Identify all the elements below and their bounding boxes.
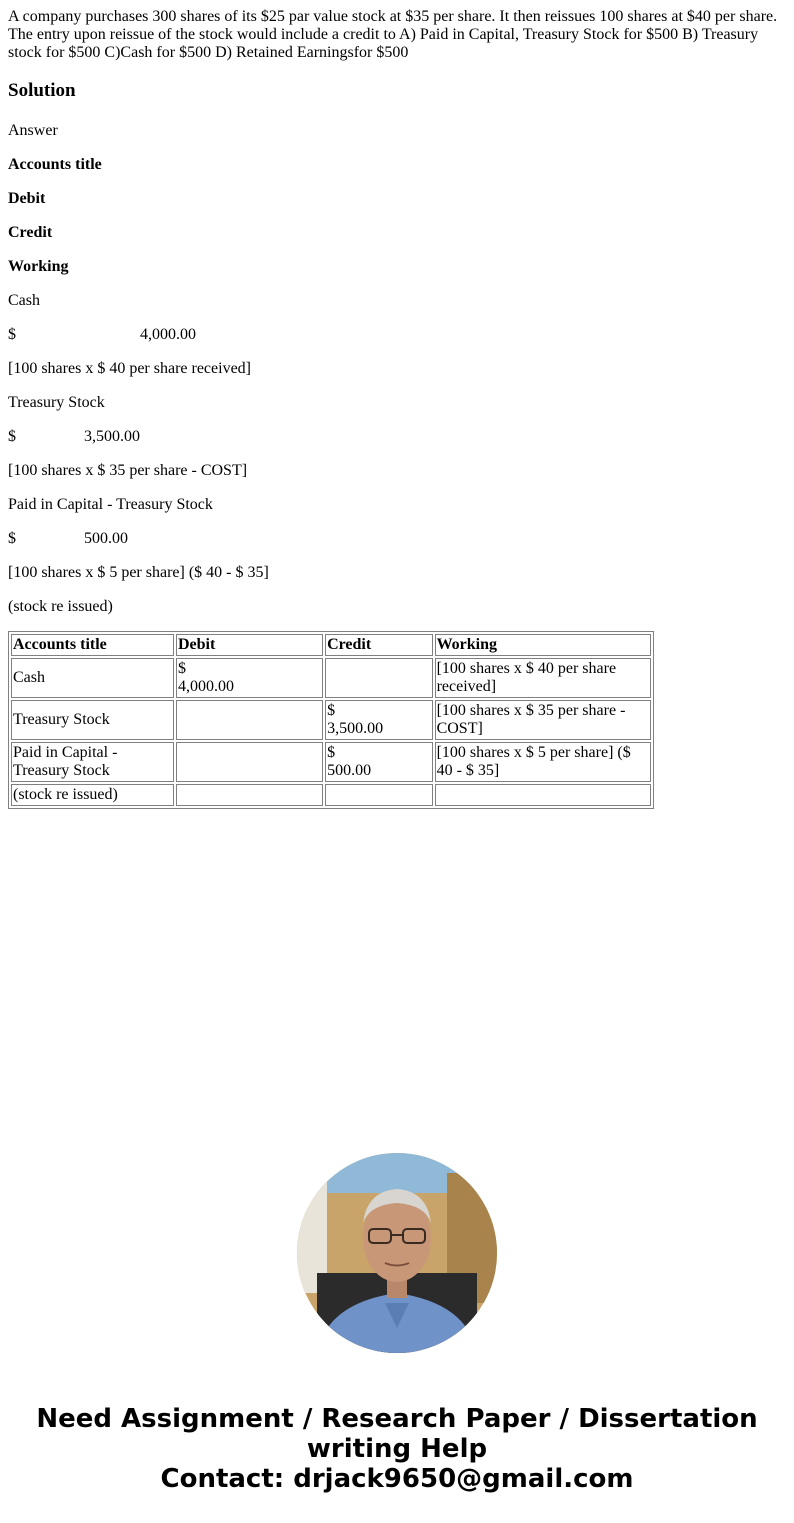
cell-debit [176, 700, 323, 740]
table-header-row [11, 634, 651, 656]
list-cash-amount: $ 4,000.00 [8, 326, 196, 343]
cell-credit [325, 700, 433, 740]
list-pic-working: [100 shares x $ 5 per share] ($ 40 - $ 35] [8, 564, 269, 581]
list-treasury-working: [100 shares x $ 35 per share - COST] [8, 462, 248, 479]
cell-credit [325, 742, 433, 782]
list-header-debit: Debit [8, 190, 46, 207]
header-working: Working [435, 634, 651, 656]
cell-debit [176, 784, 323, 806]
credit-symbol: $ [327, 744, 336, 761]
cell-credit [325, 658, 433, 698]
header-credit: Credit [325, 634, 433, 656]
list-header-credit: Credit [8, 224, 53, 241]
cell-debit [176, 658, 323, 698]
list-treasury: Treasury Stock [8, 394, 105, 411]
promo-line-2: writing Help [306, 1434, 488, 1464]
cell-account: Cash [11, 658, 174, 698]
header-debit: Debit [176, 634, 323, 656]
list-cash: Cash [8, 292, 40, 309]
list-header-working: Working [8, 258, 69, 275]
table-row [11, 700, 651, 740]
credit-amount: 500.00 [327, 762, 372, 779]
cell-working [435, 784, 651, 806]
table-row [11, 658, 651, 698]
document-body [8, 8, 786, 803]
debit-symbol: $ [177, 660, 186, 677]
cell-working: [100 shares x $ 35 per share - COST] [435, 700, 651, 740]
question-text: A company purchases 300 shares of its $25 par value stock at $35 per share. It then reissues 100 shares at $40 per share. The entry upon reissue of the stock would include a credit to A) Paid in Capital, Treasury Stock for $500 B) Treasury stock for $500 C)Cash for $500 D) Retained Earningsfor $500 [8, 8, 778, 61]
promo-contact: Contact: drjack9650@gmail.com [160, 1464, 634, 1494]
answer-label: Answer [8, 122, 58, 139]
list-pic: Paid in Capital - Treasury Stock [8, 496, 213, 513]
debit-amount: 4,000.00 [177, 678, 234, 695]
cell-account: (stock re issued) [11, 784, 174, 806]
promo-line-1: Need Assignment / Research Paper / Dissertation [36, 1404, 758, 1434]
author-avatar [297, 1153, 497, 1353]
list-note: (stock re issued) [8, 598, 113, 615]
cell-credit [325, 784, 433, 806]
table-row [11, 784, 651, 806]
cell-debit [176, 742, 323, 782]
cell-account: Treasury Stock [11, 700, 174, 740]
header-accounts-title: Accounts title [11, 634, 174, 656]
cell-working: [100 shares x $ 5 per share] ($ 40 - $ 35] [435, 742, 651, 782]
list-cash-working: [100 shares x $ 40 per share received] [8, 360, 252, 377]
solution-heading: Solution [8, 80, 76, 101]
list-header-account: Accounts title [8, 156, 102, 173]
list-treasury-amount: $ 3,500.00 [8, 428, 140, 445]
credit-amount: 3,500.00 [327, 720, 384, 737]
cell-account: Paid in Capital - Treasury Stock [11, 742, 174, 782]
table-row [11, 742, 651, 782]
author-portrait-image [297, 1153, 497, 1353]
cell-working: [100 shares x $ 40 per share received] [435, 658, 651, 698]
list-pic-amount: $ 500.00 [8, 530, 128, 547]
journal-entry-table [8, 631, 654, 809]
credit-symbol: $ [327, 702, 336, 719]
promo-footer [0, 1404, 794, 1494]
